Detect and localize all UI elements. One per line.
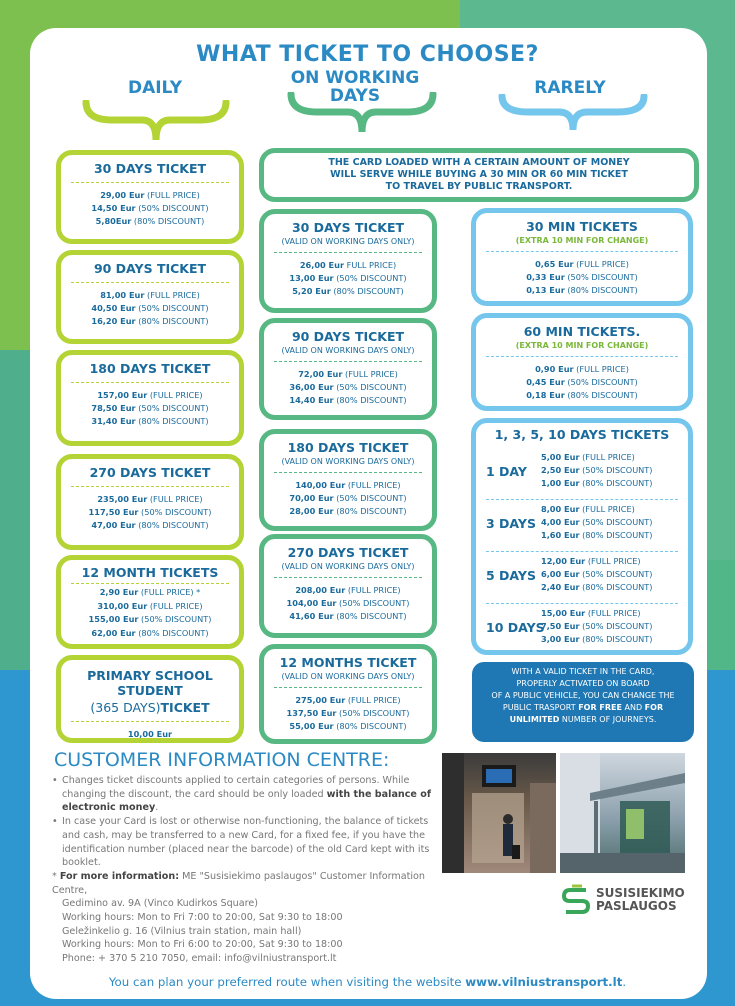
rarely-ticket-60-min: 60 MIN TICKETS. (EXTRA 10 MIN FOR CHANGE) 0,90 Eur (FULL PRICE) 0,45 Eur (50% DISCOUNT) 0,18 Eur (80% DISCOUNT) [471,313,693,411]
rarely-multi-day-tickets [471,418,693,655]
day-label: 1 DAY [486,464,527,479]
student-ticket-price: 10,00 Eur [127,729,173,739]
ticket-title: PRIMARY SCHOOL STUDENT [87,668,213,698]
brace-daily [82,100,230,144]
student-ticket-days: (365 DAYS) [90,700,161,715]
logo-icon [560,884,592,916]
brace-rarely [498,94,648,134]
daily-ticket-270: 270 DAYS TICKET 235,00 Eur (FULL PRICE) 117,50 Eur (50% DISCOUNT) 47,00 Eur (80% DISCOUNT) [56,454,244,550]
daily-ticket-180: 180 DAYS TICKET 157,00 Eur (FULL PRICE) 78,50 Eur (50% DISCOUNT) 31,40 Eur (80% DISCOUNT) [56,350,244,446]
brace-working [287,92,437,136]
ticket-subtitle: (EXTRA 10 MIN FOR CHANGE) [515,236,649,245]
ticket-subtitle: (VALID ON WORKING DAYS ONLY) [281,346,415,355]
logo-text-line1: SUSISIEKIMO [596,886,685,900]
day-label: 5 DAYS [486,568,536,583]
ticket-title: 12 MONTH TICKETS [81,565,219,580]
susisiekimo-logo [560,884,710,924]
photo-bus-stop [560,753,685,873]
card-note-line: TO TRAVEL BY PUBLIC TRANSPORT. [385,181,573,192]
column-heading-daily: DAILY [127,78,183,98]
student-ticket-word: TICKET [160,700,210,715]
logo-text-line2: PASLAUGOS [596,899,677,913]
multi-day-row: 1 DAY 5,00 Eur (FULL PRICE) 2,50 Eur (50% DISCOUNT) 1,00 Eur (80% DISCOUNT) [476,448,688,500]
multi-day-row: 10 DAYS 15,00 Eur (FULL PRICE) 7,50 Eur (50% DISCOUNT) 3,00 Eur (80% DISCOUNT) [486,608,653,644]
ticket-subtitle: (VALID ON WORKING DAYS ONLY) [281,457,415,466]
info-bullet: • In case your Card is lost or otherwise non-functioning, the balance of tickets and cash, may be transferred to a new Card, for a fixed fee, if you have the identification number (placed near the barcode) of the old Card kept with its booklet. [52,815,442,870]
ticket-title: 30 MIN TICKETS [526,219,638,234]
valid-ticket-note: WITH A VALID TICKET IN THE CARD, PROPERLY ACTIVATED ON BOARD OF A PUBLIC VEHICLE, YOU CAN CHANGE THE PUBLIC TRASPORT FOR FREE AND FOR UNLIMITED NUMBER OF JOURNEYS. [472,662,694,742]
website-link[interactable]: www.vilniustransport.lt [465,975,623,989]
multi-day-row: 5 DAYS 12,00 Eur (FULL PRICE) 6,00 Eur (50% DISCOUNT) 2,40 Eur (80% DISCOUNT) [476,552,688,604]
daily-ticket-90: 90 DAYS TICKET 81,00 Eur (FULL PRICE) 40,50 Eur (50% DISCOUNT) 16,20 Eur (80% DISCOUNT) [56,250,244,344]
day-label: 10 DAYS [486,620,545,635]
working-ticket-180: 180 DAYS TICKET (VALID ON WORKING DAYS ONLY) 140,00 Eur (FULL PRICE) 70,00 Eur (50% DISCOUNT) 28,00 Eur (80% DISCOUNT) [259,429,437,531]
working-ticket-270: 270 DAYS TICKET (VALID ON WORKING DAYS ONLY) 208,00 Eur (FULL PRICE) 104,00 Eur (50% DISCOUNT) 41,60 Eur (80% DISCOUNT) [259,534,437,638]
ticket-title: 90 DAYS TICKET [291,329,405,344]
rarely-ticket-30-min: 30 MIN TICKETS (EXTRA 10 MIN FOR CHANGE) 0,65 Eur (FULL PRICE) 0,33 Eur (50% DISCOUNT) 0,13 Eur (80% DISCOUNT) [471,208,693,306]
customer-info-title: CUSTOMER INFORMATION CENTRE: [54,749,390,771]
info-line: Gedimino av. 9A (Vinco Kudirkos Square) [62,898,259,910]
column-heading-working-line2: DAYS [329,86,381,106]
day-label: 3 DAYS [486,516,536,531]
multi-day-row: 3 DAYS 8,00 Eur (FULL PRICE) 4,00 Eur (50% DISCOUNT) 1,60 Eur (80% DISCOUNT) [476,500,688,552]
ticket-subtitle: (VALID ON WORKING DAYS ONLY) [281,237,415,246]
ticket-subtitle: (VALID ON WORKING DAYS ONLY) [281,672,415,681]
info-line: Phone: + 370 5 210 7050, email: info@vilniustransport.lt [62,953,337,965]
ticket-title: 90 DAYS TICKET [93,261,207,276]
ticket-subtitle: (EXTRA 10 MIN FOR CHANGE) [515,341,649,350]
daily-ticket-30: 30 DAYS TICKET 29,00 Eur (FULL PRICE) 14,50 Eur (50% DISCOUNT) 5,80Eur (80% DISCOUNT) [56,150,244,244]
photo-customer-centre [442,753,556,873]
student-ticket [56,655,244,743]
ticket-title: 1, 3, 5, 10 DAYS TICKETS [494,427,670,442]
column-heading-working-line1: ON WORKING [290,68,420,88]
info-bullet: • Changes ticket discounts applied to certain categories of persons. While changing the discount, the card should be only loaded with the balance of electronic money. [52,774,442,815]
ticket-title: 60 MIN TICKETS. [523,324,641,339]
ticket-title: 30 DAYS TICKET [93,161,207,176]
ticket-title: 12 MONTHS TICKET [279,655,417,670]
ticket-title: 270 DAYS TICKET [89,465,211,480]
info-line: Working hours: Mon to Fri 6:00 to 20:00, Sat 9:30 to 18:00 [62,939,343,951]
working-ticket-90: 90 DAYS TICKET (VALID ON WORKING DAYS ONLY) 72,00 Eur (FULL PRICE) 36,00 Eur (50% DISCOUNT) 14,40 Eur (80% DISCOUNT) [259,318,437,420]
working-ticket-12-months: 12 MONTHS TICKET (VALID ON WORKING DAYS ONLY) 275,00 Eur (FULL PRICE) 137,50 Eur (50% DISCOUNT) 55,00 Eur (80% DISCOUNT) [259,644,437,744]
info-line: Working hours: Mon to Fri 7:00 to 20:00, Sat 9:30 to 18:00 [62,912,343,924]
daily-ticket-12-month: 12 MONTH TICKETS 2,90 Eur (FULL PRICE) * 310,00 Eur (FULL PRICE) 155,00 Eur (50% DISCOUNT) 62,00 Eur (80% DISCOUNT) [56,555,244,649]
ticket-title: 30 DAYS TICKET [291,220,405,235]
footer-note: You can plan your preferred route when visiting the website www.vilniustransport.lt. [108,975,627,989]
customer-info-text [52,774,442,966]
card-note-line: WILL SERVE WHILE BUYING A 30 MIN OR 60 MIN TICKET [330,169,628,180]
working-ticket-30: 30 DAYS TICKET (VALID ON WORKING DAYS ONLY) 26,00 Eur FULL PRICE) 13,00 Eur (50% DISCOUNT) 5,20 Eur (80% DISCOUNT) [259,209,437,313]
column-heading-rarely: RARELY [534,78,606,98]
ticket-title: 180 DAYS TICKET [89,361,211,376]
info-more: * For more information: ME "Susisiekimo paslaugos" Customer Information Centre, [52,870,426,896]
ticket-subtitle: (VALID ON WORKING DAYS ONLY) [281,562,415,571]
ticket-title: 270 DAYS TICKET [287,545,409,560]
info-line: Geležinkelio g. 16 (Vilnius train station, main hall) [62,925,302,937]
card-note-box [259,148,699,202]
ticket-title: 180 DAYS TICKET [287,440,409,455]
card-note-line: THE CARD LOADED WITH A CERTAIN AMOUNT OF MONEY [328,157,630,168]
page-title: WHAT TICKET TO CHOOSE? [196,42,539,67]
